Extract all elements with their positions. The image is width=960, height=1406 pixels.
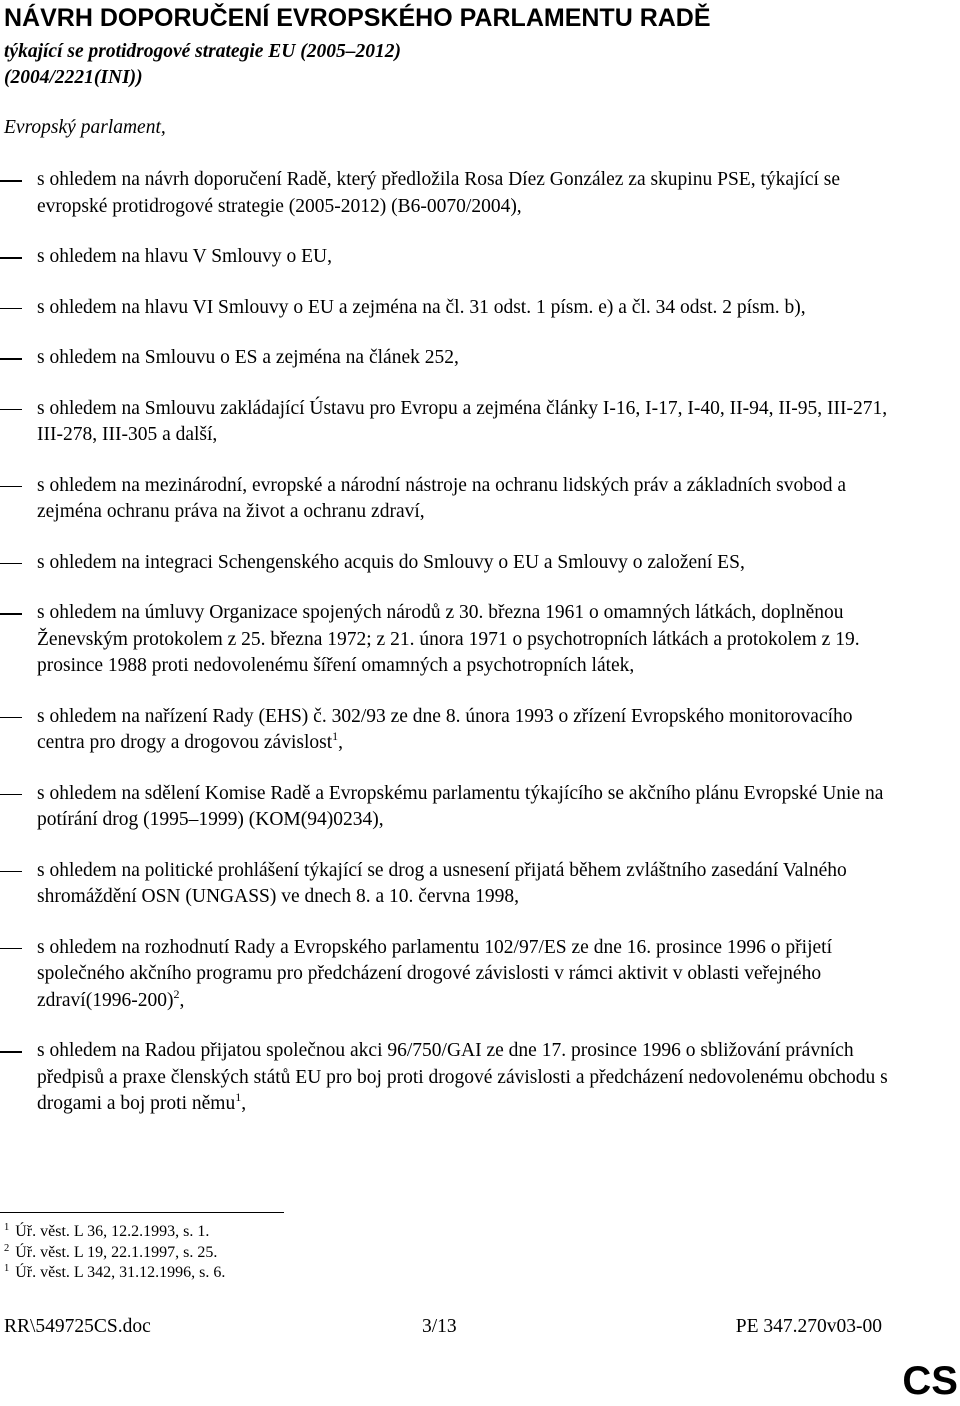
footer-pe-ref: PE 347.270v03-00	[735, 1316, 882, 1337]
citation-text: s ohledem na nařízení Rady (EHS) č. 302/93 ze dne 8. února 1993 o zřízení Evropského monitorovacího centra pro drogy a drogovou závislost	[37, 705, 853, 753]
citation-text: s ohledem na návrh doporučení Radě, který předložila Rosa Díez González za skupinu PSE, týkající se evropské protidrogové strategie (2005-2012) (B6-0070/2004),	[37, 169, 841, 217]
footnote-item	[4, 1222, 225, 1243]
dash-bullet	[0, 871, 22, 873]
citation-text: s ohledem na hlavu VI Smlouvy o EU a zejména na čl. 31 odst. 1 písm. e) a čl. 34 odst. 2 písm. b),	[37, 296, 806, 318]
citation-tail: ,	[338, 732, 344, 753]
citation-text: s ohledem na integraci Schengenského acquis do Smlouvy o EU a Smlouvy o založení ES,	[37, 551, 745, 573]
citation-text: s ohledem na hlavu V Smlouvy o EU,	[37, 246, 333, 267]
footnote-number: 1	[4, 1222, 10, 1233]
subtitle-procedure: (2004/2221(INI))	[4, 67, 143, 88]
footer-page-number: 3/13	[422, 1316, 457, 1337]
dash-bullet	[0, 409, 22, 411]
footnotes	[4, 1222, 225, 1284]
footnote-item	[4, 1243, 225, 1264]
citation-item	[0, 345, 892, 372]
dash-bullet	[0, 1051, 22, 1053]
footnote-item	[4, 1263, 225, 1284]
citation-text: s ohledem na Smlouvu o ES a zejména na článek 252,	[37, 347, 459, 368]
citation-item	[0, 167, 892, 220]
footnote-text: Úř. věst. L 342, 31.12.1996, s. 6.	[15, 1264, 226, 1281]
parliament-heading: Evropský parlament,	[4, 117, 166, 138]
citation-text: s ohledem na úmluvy Organizace spojených národů z 30. března 1961 o omamných látkách, doplněnou Ženevským protokolem z 25. března 1972; z 21. února 1971 o psychotropních látkách a protokolem z 19. prosince 1988 proti nedovolenému šíření omamných a psychotropních látek,	[37, 602, 860, 676]
document-title: NÁVRH DOPORUČENÍ EVROPSKÉHO PARLAMENTU RADĚ	[4, 4, 711, 32]
dash-bullet	[0, 717, 22, 719]
dash-bullet	[0, 358, 22, 360]
document-subtitle	[4, 39, 704, 91]
dash-bullet	[0, 180, 22, 182]
citation-item	[0, 473, 892, 526]
citation-text: s ohledem na rozhodnutí Rady a Evropského parlamentu 102/97/ES ze dne 16. prosince 1996 o přijetí společného akčního programu pro předcházení drogové závislosti v rámci aktivit v oblasti veřejného zdraví(1996-200)	[37, 936, 832, 1011]
citation-item	[0, 935, 892, 1015]
citation-item	[0, 550, 892, 577]
subtitle-topic: týkající se protidrogové strategie EU (2005–2012)	[4, 41, 401, 62]
footnote-text: Úř. věst. L 36, 12.2.1993, s. 1.	[15, 1223, 210, 1240]
citation-item	[0, 244, 892, 271]
footnote-number: 2	[4, 1242, 10, 1254]
citation-text: s ohledem na Radou přijatou společnou akci 96/750/GAI ze dne 17. prosince 1996 o sbližování právních předpisů a praxe členských států EU pro boj proti drogové závislosti a předcházení nedovolenému obchodu s drogami a boj proti němu	[37, 1040, 888, 1114]
dash-bullet	[0, 308, 22, 310]
dash-bullet	[0, 486, 22, 488]
footnote-number: 1	[4, 1263, 10, 1274]
footnote-marker: 2	[173, 986, 180, 1001]
citation-text: s ohledem na sdělení Komise Radě a Evropskému parlamentu týkajícího se akčního plánu Evropské Unie na potírání drog (1995–1999) (KOM(94)0234),	[37, 782, 884, 830]
dash-bullet	[0, 794, 22, 796]
footer-doc-ref: RR\549725CS.doc	[4, 1316, 151, 1337]
citation-item	[0, 295, 892, 322]
citation-list	[0, 167, 960, 1142]
citation-text: s ohledem na politické prohlášení týkající se drog a usnesení přijatá během zvláštního zasedání Valného shromáždění OSN (UNGASS) ve dnech 8. a 10. června 1998,	[37, 859, 847, 907]
citation-text: s ohledem na mezinárodní, evropské a národní nástroje na ochranu lidských práv a základních svobod a zejména ochranu práva na život a ochranu zdraví,	[37, 474, 846, 522]
citation-item	[0, 704, 892, 757]
citation-text: s ohledem na Smlouvu zakládající Ústavu pro Evropu a zejména články I-16, I-17, I-40, II-94, II-95, III-271, III-278, III-305 a další,	[37, 397, 888, 445]
footnote-marker: 1	[332, 729, 339, 743]
language-code: CS	[902, 1359, 958, 1403]
citation-item	[0, 781, 892, 834]
citation-item	[0, 1038, 892, 1118]
dash-bullet	[0, 948, 22, 950]
footnote-text: Úř. věst. L 19, 22.1.1997, s. 25.	[15, 1243, 218, 1261]
footnote-separator	[0, 1212, 284, 1213]
footnote-marker: 1	[235, 1090, 242, 1104]
citation-item	[0, 396, 892, 449]
dash-bullet	[0, 613, 22, 615]
dash-bullet	[0, 257, 22, 259]
page-footer	[4, 1314, 882, 1340]
dash-bullet	[0, 563, 22, 565]
citation-tail: ,	[179, 989, 185, 1011]
citation-tail: ,	[241, 1093, 247, 1114]
citation-item	[0, 858, 892, 911]
citation-item	[0, 600, 892, 680]
